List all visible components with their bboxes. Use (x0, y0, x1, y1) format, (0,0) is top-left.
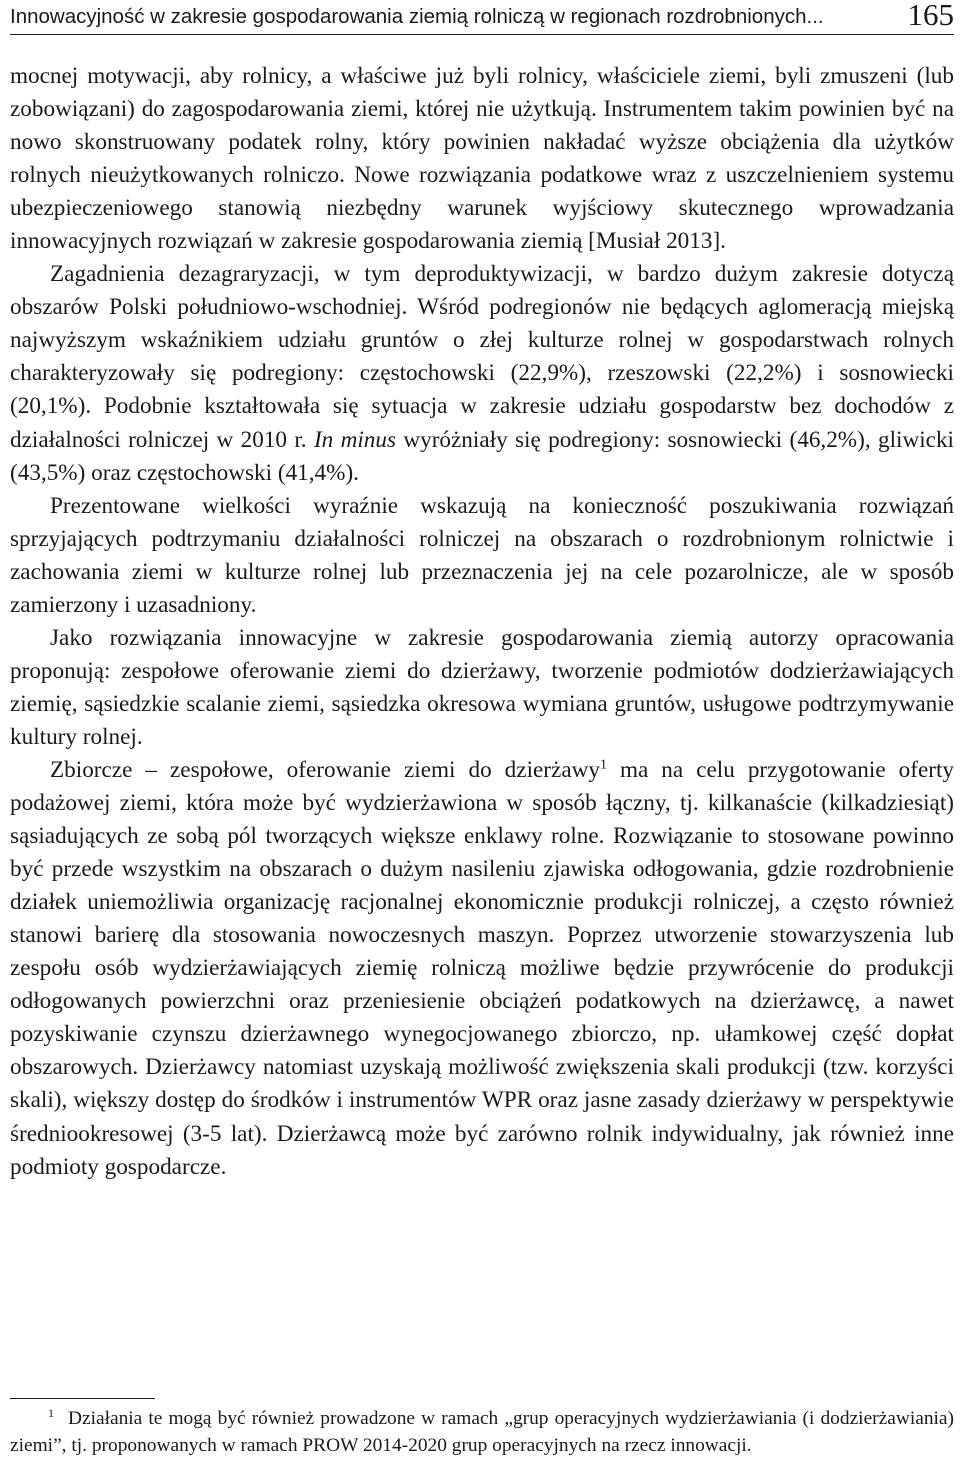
page-number: 165 (907, 0, 954, 32)
footnote-marker: 1 (48, 1405, 54, 1420)
footnote (10, 1405, 954, 1459)
body-text (10, 60, 954, 1184)
paragraph-5 (10, 754, 954, 1184)
footnote-separator (10, 1398, 155, 1399)
document-page (10, 0, 954, 1484)
running-header (10, 2, 954, 35)
paragraph-1: mocnej motywacji, aby rolnicy, a właściwe już byli rolnicy, właściciele ziemi, byli zmuszeni (lub zobowiązani) do zagospodarowania ziemi, której nie użytkują. Instrumentem takim powinien być na nowo skonstruowany podatek rolny, który powinien nakładać wyższe obciążenia dla użytków rolnych nieużytkowanych rolniczo. Nowe rozwiązania podatkowe wraz z uszczelnieniem systemu ubezpieczeniowego stanowią niezbędny warunek wyjściowy skutecznego wprowadzania innowacyjnych rozwiązań w zakresie gospodarowania ziemią [Musiał 2013]. (10, 63, 954, 255)
paragraph-5-text-start: Zbiorcze – zespołowe, oferowanie ziemi do dzierżawy (50, 756, 600, 783)
footnote-reference[interactable]: 1 (599, 757, 607, 773)
running-title: Innowacyjność w zakresie gospodarowania ziemią rolniczą w regionach rozdrobnionych... (10, 5, 824, 28)
paragraph-2-text-end: wyróżniały się podregiony: sosnowiecki (46,2%), gliwicki (43,5%) oraz częstochowski (41,4%). (10, 426, 954, 486)
paragraph-4: Jako rozwiązania innowacyjne w zakresie gospodarowania ziemią autorzy opracowania proponują: zespołowe oferowanie ziemi do dzierżawy, tworzenie podmiotów dodzierżawiających ziemię, sąsiedzkie scalanie ziemi, sąsiedzka okresowa wymiana gruntów, usługowe podtrzymywanie kultury rolnej. (10, 624, 954, 750)
footnote-text: Działania te mogą być również prowadzone w ramach „grup operacyjnych wydzierżawiania (i dodzierżawiania) ziemi”, tj. proponowanych w ramach PROW 2014-2020 grup operacyjnych na rzecz innowacji. (10, 1408, 954, 1456)
paragraph-2 (10, 258, 954, 489)
paragraph-5-text-end: ma na celu przygotowanie oferty podażowej ziemi, która może być wydzierżawiona w sposób łączny, tj. kilkanaście (kilkadziesiąt) sąsiadujących ze sobą pól tworzących większe enklawy rolne. Rozwiązanie to stosowane powinno być przede wszystkim na obszarach o dużym nasileniu zjawiska odłogowania, gdzie rozdrobnienie działek uniemożliwia organizację racjonalnej ekonomicznie produkcji rolniczej, a często również stanowi barierę dla stosowania nowoczesnych maszyn. Poprzez utworzenie stowarzyszenia lub zespołu osób wydzierżawiających ziemię rolniczą możliwe będzie przywrócenie do produkcji odłogowanych powierzchni oraz przeniesienie obciążeń podatkowych na dzierżawcę, a nawet pozyskiwanie czynszu dzierżawnego wynegocjowanego zbiorczo, np. ułamkowej część dopłat obszarowych. Dzierżawcy natomiast uzyskają możliwość zwiększenia skali produkcji (tzw. korzyści skali), większy dostęp do środków i instrumentów WPR oraz jasne zasady dzierżawy w perspektywie średniookresowej (3-5 lat). Dzierżawcą może być zarówno rolnik indywidualny, jak również inne podmioty gospodarcze. (10, 756, 954, 1180)
footnote-1 (10, 1405, 954, 1459)
latin-phrase-in-minus: In minus (313, 426, 397, 453)
paragraph-3: Prezentowane wielkości wyraźnie wskazują na konieczność poszukiwania rozwiązań sprzyjających podtrzymaniu działalności rolniczej na obszarach o rozdrobnionym rolnictwie i zachowania ziemi w kulturze rolnej lub przeznaczenia jej na cele pozarolnicze, ale w sposób zamierzony i uzasadniony. (10, 492, 954, 618)
paragraph-2-text-start: Zagadnienia dezagraryzacji, w tym deproduktywizacji, w bardzo dużym zakresie dotyczą obszarów Polski południowo-wschodniej. Wśród podregionów nie będących aglomeracją miejską najwyższym wskaźnikiem udziału gruntów o złej kulturze rolnej w gospodarstwach rolnych charakteryzowały się podregiony: częstochowski (22,9%), rzeszowski (22,2%) i sosnowiecki (20,1%). Podobnie kształtowała się sytuacja w zakresie udziału gospodarstw bez dochodów z działalności rolniczej w 2010 r. (10, 261, 954, 453)
